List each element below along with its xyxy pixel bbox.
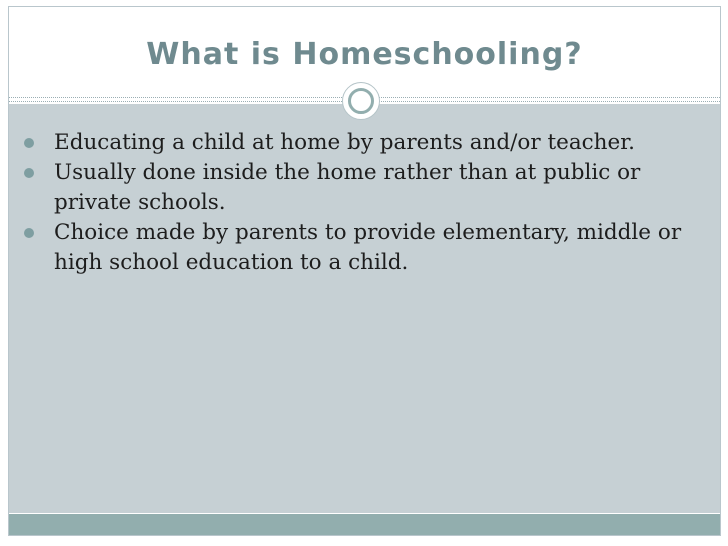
circle-ornament-icon (342, 82, 380, 120)
bullet-text: Educating a child at home by parents and/or teacher. (54, 130, 635, 155)
circle-ornament-inner (348, 88, 374, 114)
bullet-dot-icon (24, 138, 34, 148)
bullet-dot-icon (24, 168, 34, 178)
bullet-text: Choice made by parents to provide elementary, middle or high school education to a child. (54, 220, 682, 275)
bullet-text: Usually done inside the home rather than at public or private schools. (54, 160, 641, 215)
bullet-item (14, 128, 714, 158)
bullet-dot-icon (24, 228, 34, 238)
bullet-item (14, 158, 714, 218)
bullet-list (14, 128, 714, 278)
bullet-item (14, 218, 714, 278)
slide-title: What is Homeschooling? (146, 37, 583, 72)
